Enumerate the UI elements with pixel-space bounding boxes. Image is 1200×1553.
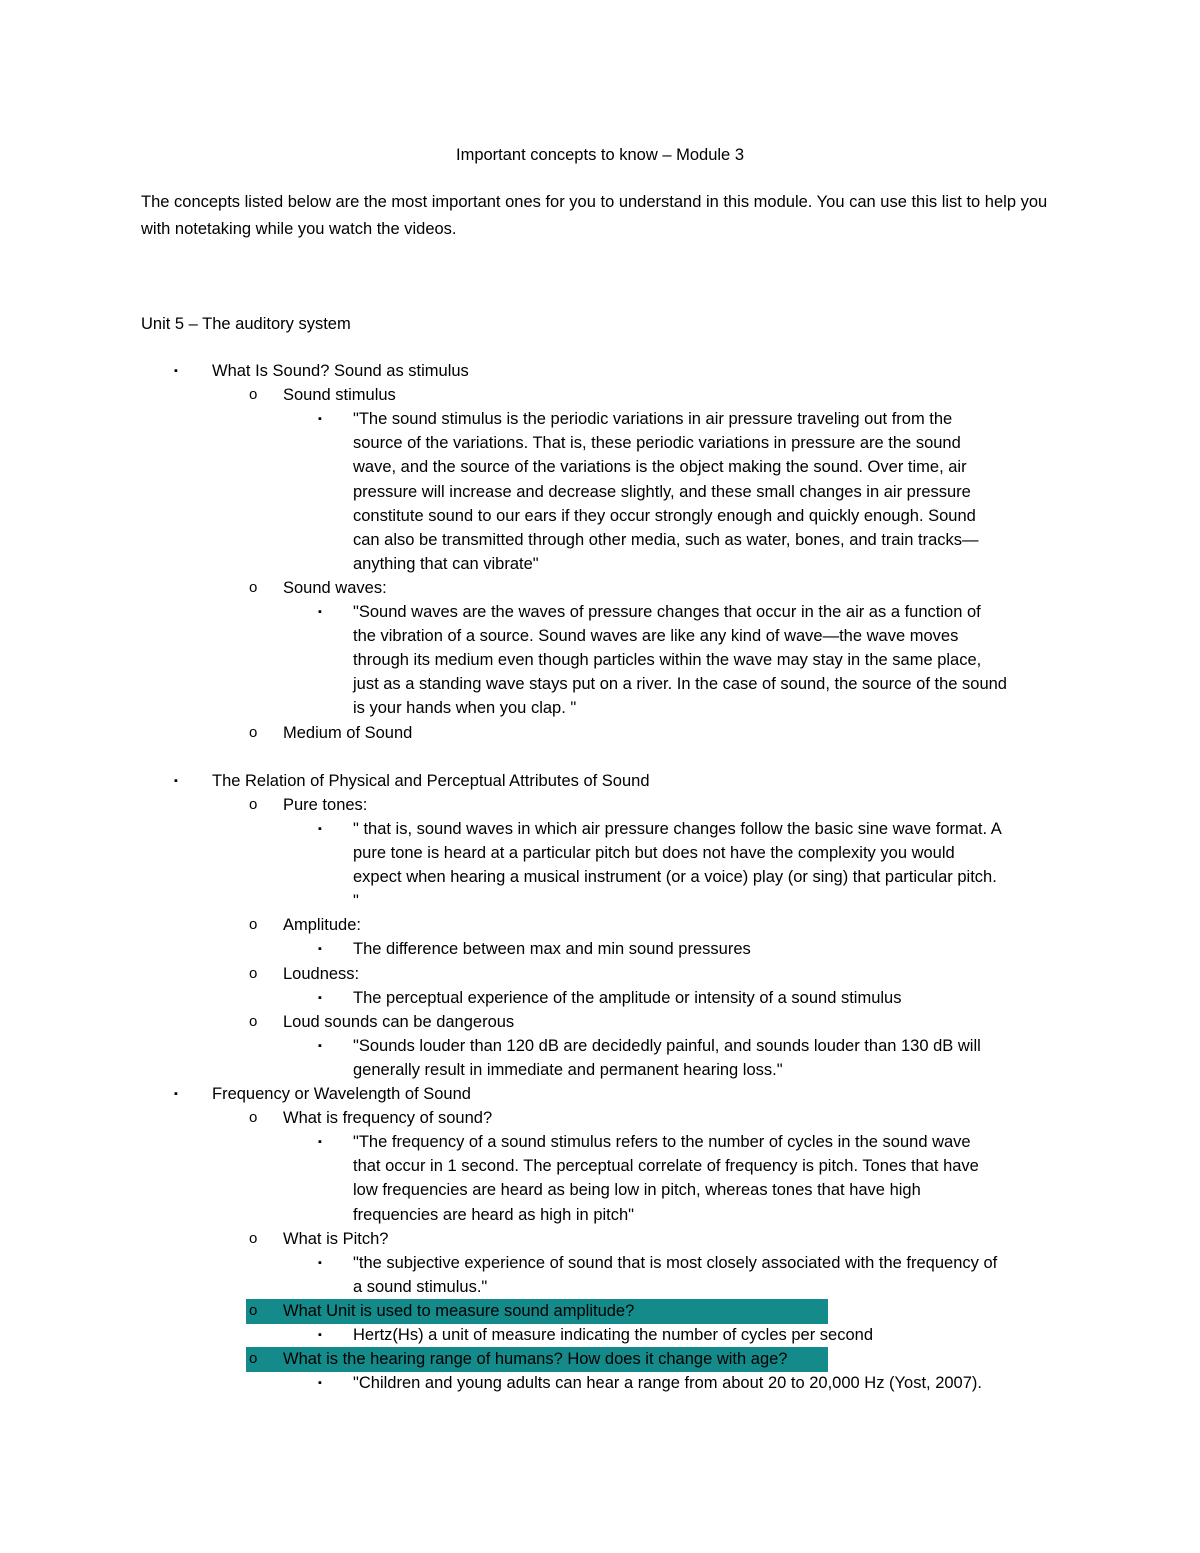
unit-heading: Unit 5 – The auditory system bbox=[141, 315, 351, 333]
outline-text: "the subjective experience of sound that is most closely associated with the frequency of bbox=[353, 1254, 998, 1272]
outline-text: wave, and the source of the variations is the object making the sound. Over time, air bbox=[353, 458, 967, 476]
outline-line bbox=[0, 672, 1200, 696]
square-bullet-icon: ▪ bbox=[318, 943, 322, 955]
document-title: Important concepts to know – Module 3 bbox=[456, 146, 744, 164]
outline-line bbox=[0, 913, 1200, 937]
outline-text: "The frequency of a sound stimulus refers to the number of cycles in the sound wave bbox=[353, 1133, 971, 1151]
outline-line bbox=[0, 962, 1200, 986]
outline-text: "Sound waves are the waves of pressure changes that occur in the air as a function of bbox=[353, 603, 981, 621]
outline-text: " bbox=[353, 892, 359, 910]
outline-text: frequencies are heard as high in pitch" bbox=[353, 1206, 635, 1224]
outline-line bbox=[0, 1178, 1200, 1202]
square-bullet-icon: ▪ bbox=[318, 1040, 322, 1052]
outline-text: The Relation of Physical and Perceptual Attributes of Sound bbox=[212, 772, 650, 790]
outline-text: Frequency or Wavelength of Sound bbox=[212, 1085, 471, 1103]
outline-line bbox=[0, 817, 1200, 841]
outline-line bbox=[0, 648, 1200, 672]
outline-line bbox=[0, 841, 1200, 865]
outline-line bbox=[0, 359, 1200, 383]
outline-line bbox=[0, 1251, 1200, 1275]
circle-bullet-icon: o bbox=[249, 579, 258, 596]
outline-text: The difference between max and min sound pressures bbox=[353, 940, 751, 958]
outline-text: The perceptual experience of the amplitude or intensity of a sound stimulus bbox=[353, 989, 902, 1007]
outline-text: "The sound stimulus is the periodic variations in air pressure traveling out from the bbox=[353, 410, 953, 428]
outline-line bbox=[0, 1203, 1200, 1227]
circle-bullet-icon: o bbox=[249, 1302, 258, 1319]
outline-text: just as a standing wave stays put on a river. In the case of sound, the source of the sound bbox=[353, 675, 1007, 693]
outline-text: What Is Sound? Sound as stimulus bbox=[212, 362, 469, 380]
square-bullet-icon: ▪ bbox=[318, 1257, 322, 1269]
outline-line bbox=[0, 1371, 1200, 1395]
outline-text: Pure tones: bbox=[283, 796, 368, 814]
square-bullet-icon: ▪ bbox=[318, 992, 322, 1004]
outline-line bbox=[0, 1347, 1200, 1371]
circle-bullet-icon: o bbox=[249, 386, 258, 403]
square-bullet-icon: ▪ bbox=[174, 365, 178, 377]
outline-line bbox=[0, 1154, 1200, 1178]
square-bullet-icon: ▪ bbox=[174, 1088, 178, 1100]
outline-text: constitute sound to our ears if they occur strongly enough and quickly enough. Sound bbox=[353, 507, 976, 525]
outline-line bbox=[0, 1058, 1200, 1082]
outline-line bbox=[0, 431, 1200, 455]
square-bullet-icon: ▪ bbox=[318, 413, 322, 425]
outline-text: anything that can vibrate" bbox=[353, 555, 539, 573]
outline-line bbox=[0, 889, 1200, 913]
square-bullet-icon: ▪ bbox=[174, 775, 178, 787]
outline-line bbox=[0, 1299, 1200, 1323]
outline-text: low frequencies are heard as being low in pitch, whereas tones that have high bbox=[353, 1181, 921, 1199]
outline-text: Sound stimulus bbox=[283, 386, 396, 404]
intro-paragraph: The concepts listed below are the most important ones for you to understand in this module. You can use this list to help you with notetaking while you watch the videos. bbox=[141, 193, 1048, 238]
outline-text: the vibration of a source. Sound waves are like any kind of wave—the wave moves bbox=[353, 627, 959, 645]
outline-text: source of the variations. That is, these periodic variations in pressure are the sound bbox=[353, 434, 961, 452]
outline-text: Loudness: bbox=[283, 965, 360, 983]
outline-line bbox=[0, 455, 1200, 479]
outline-line bbox=[0, 769, 1200, 793]
outline-line bbox=[0, 480, 1200, 504]
outline-line bbox=[0, 721, 1200, 745]
outline-text: Medium of Sound bbox=[283, 724, 413, 742]
outline-text: a sound stimulus." bbox=[353, 1278, 488, 1296]
outline-text: "Sounds louder than 120 dB are decidedly painful, and sounds louder than 130 dB will bbox=[353, 1037, 981, 1055]
outline-line bbox=[0, 986, 1200, 1010]
outline-line bbox=[0, 793, 1200, 817]
outline-line bbox=[0, 383, 1200, 407]
outline-line bbox=[0, 504, 1200, 528]
outline-text: can also be transmitted through other media, such as water, bones, and train tracks— bbox=[353, 531, 979, 549]
outline-line bbox=[0, 624, 1200, 648]
outline-line bbox=[0, 407, 1200, 431]
outline-line bbox=[0, 552, 1200, 576]
outline-line bbox=[0, 528, 1200, 552]
outline-line bbox=[0, 696, 1200, 720]
circle-bullet-icon: o bbox=[249, 1109, 258, 1126]
square-bullet-icon: ▪ bbox=[318, 823, 322, 835]
outline-text: is your hands when you clap. " bbox=[353, 699, 577, 717]
circle-bullet-icon: o bbox=[249, 724, 258, 741]
outline-text: Hertz(Hs) a unit of measure indicating the number of cycles per second bbox=[353, 1326, 873, 1344]
circle-bullet-icon: o bbox=[249, 1350, 258, 1367]
outline-text: " that is, sound waves in which air pressure changes follow the basic sine wave format. A bbox=[353, 820, 1002, 838]
outline-text: expect when hearing a musical instrument (or a voice) play (or sing) that particular pitch. bbox=[353, 868, 997, 886]
circle-bullet-icon: o bbox=[249, 965, 258, 982]
circle-bullet-icon: o bbox=[249, 1230, 258, 1247]
outline-text: Sound waves: bbox=[283, 579, 387, 597]
outline-text: pure tone is heard at a particular pitch but does not have the complexity you would bbox=[353, 844, 955, 862]
outline-line bbox=[0, 1034, 1200, 1058]
square-bullet-icon: ▪ bbox=[318, 1136, 322, 1148]
outline-text: that occur in 1 second. The perceptual correlate of frequency is pitch. Tones that have bbox=[353, 1157, 979, 1175]
outline-text: Loud sounds can be dangerous bbox=[283, 1013, 515, 1031]
outline-text: What Unit is used to measure sound amplitude? bbox=[283, 1302, 635, 1320]
outline-text: through its medium even though particles within the wave may stay in the same place, bbox=[353, 651, 982, 669]
outline-text: pressure will increase and decrease slightly, and these small changes in air pressure bbox=[353, 483, 971, 501]
outline-line bbox=[0, 865, 1200, 889]
circle-bullet-icon: o bbox=[249, 1013, 258, 1030]
outline-text: What is frequency of sound? bbox=[283, 1109, 493, 1127]
outline-line bbox=[0, 1323, 1200, 1347]
outline-line bbox=[0, 1227, 1200, 1251]
outline-text: "Children and young adults can hear a range from about 20 to 20,000 Hz (Yost, 2007). bbox=[353, 1374, 982, 1392]
outline-line bbox=[0, 600, 1200, 624]
outline-line bbox=[0, 1082, 1200, 1106]
square-bullet-icon: ▪ bbox=[318, 606, 322, 618]
square-bullet-icon: ▪ bbox=[318, 1329, 322, 1341]
outline-text: generally result in immediate and permanent hearing loss." bbox=[353, 1061, 783, 1079]
outline-line bbox=[0, 576, 1200, 600]
outline-line bbox=[0, 937, 1200, 961]
outline-line bbox=[0, 745, 1200, 769]
outline-line bbox=[0, 1010, 1200, 1034]
outline-text: What is Pitch? bbox=[283, 1230, 389, 1248]
circle-bullet-icon: o bbox=[249, 916, 258, 933]
outline-line bbox=[0, 1275, 1200, 1299]
outline-text: What is the hearing range of humans? How does it change with age? bbox=[283, 1350, 788, 1368]
outline-line bbox=[0, 1106, 1200, 1130]
square-bullet-icon: ▪ bbox=[318, 1377, 322, 1389]
outline-text: Amplitude: bbox=[283, 916, 361, 934]
outline-line bbox=[0, 1130, 1200, 1154]
circle-bullet-icon: o bbox=[249, 796, 258, 813]
